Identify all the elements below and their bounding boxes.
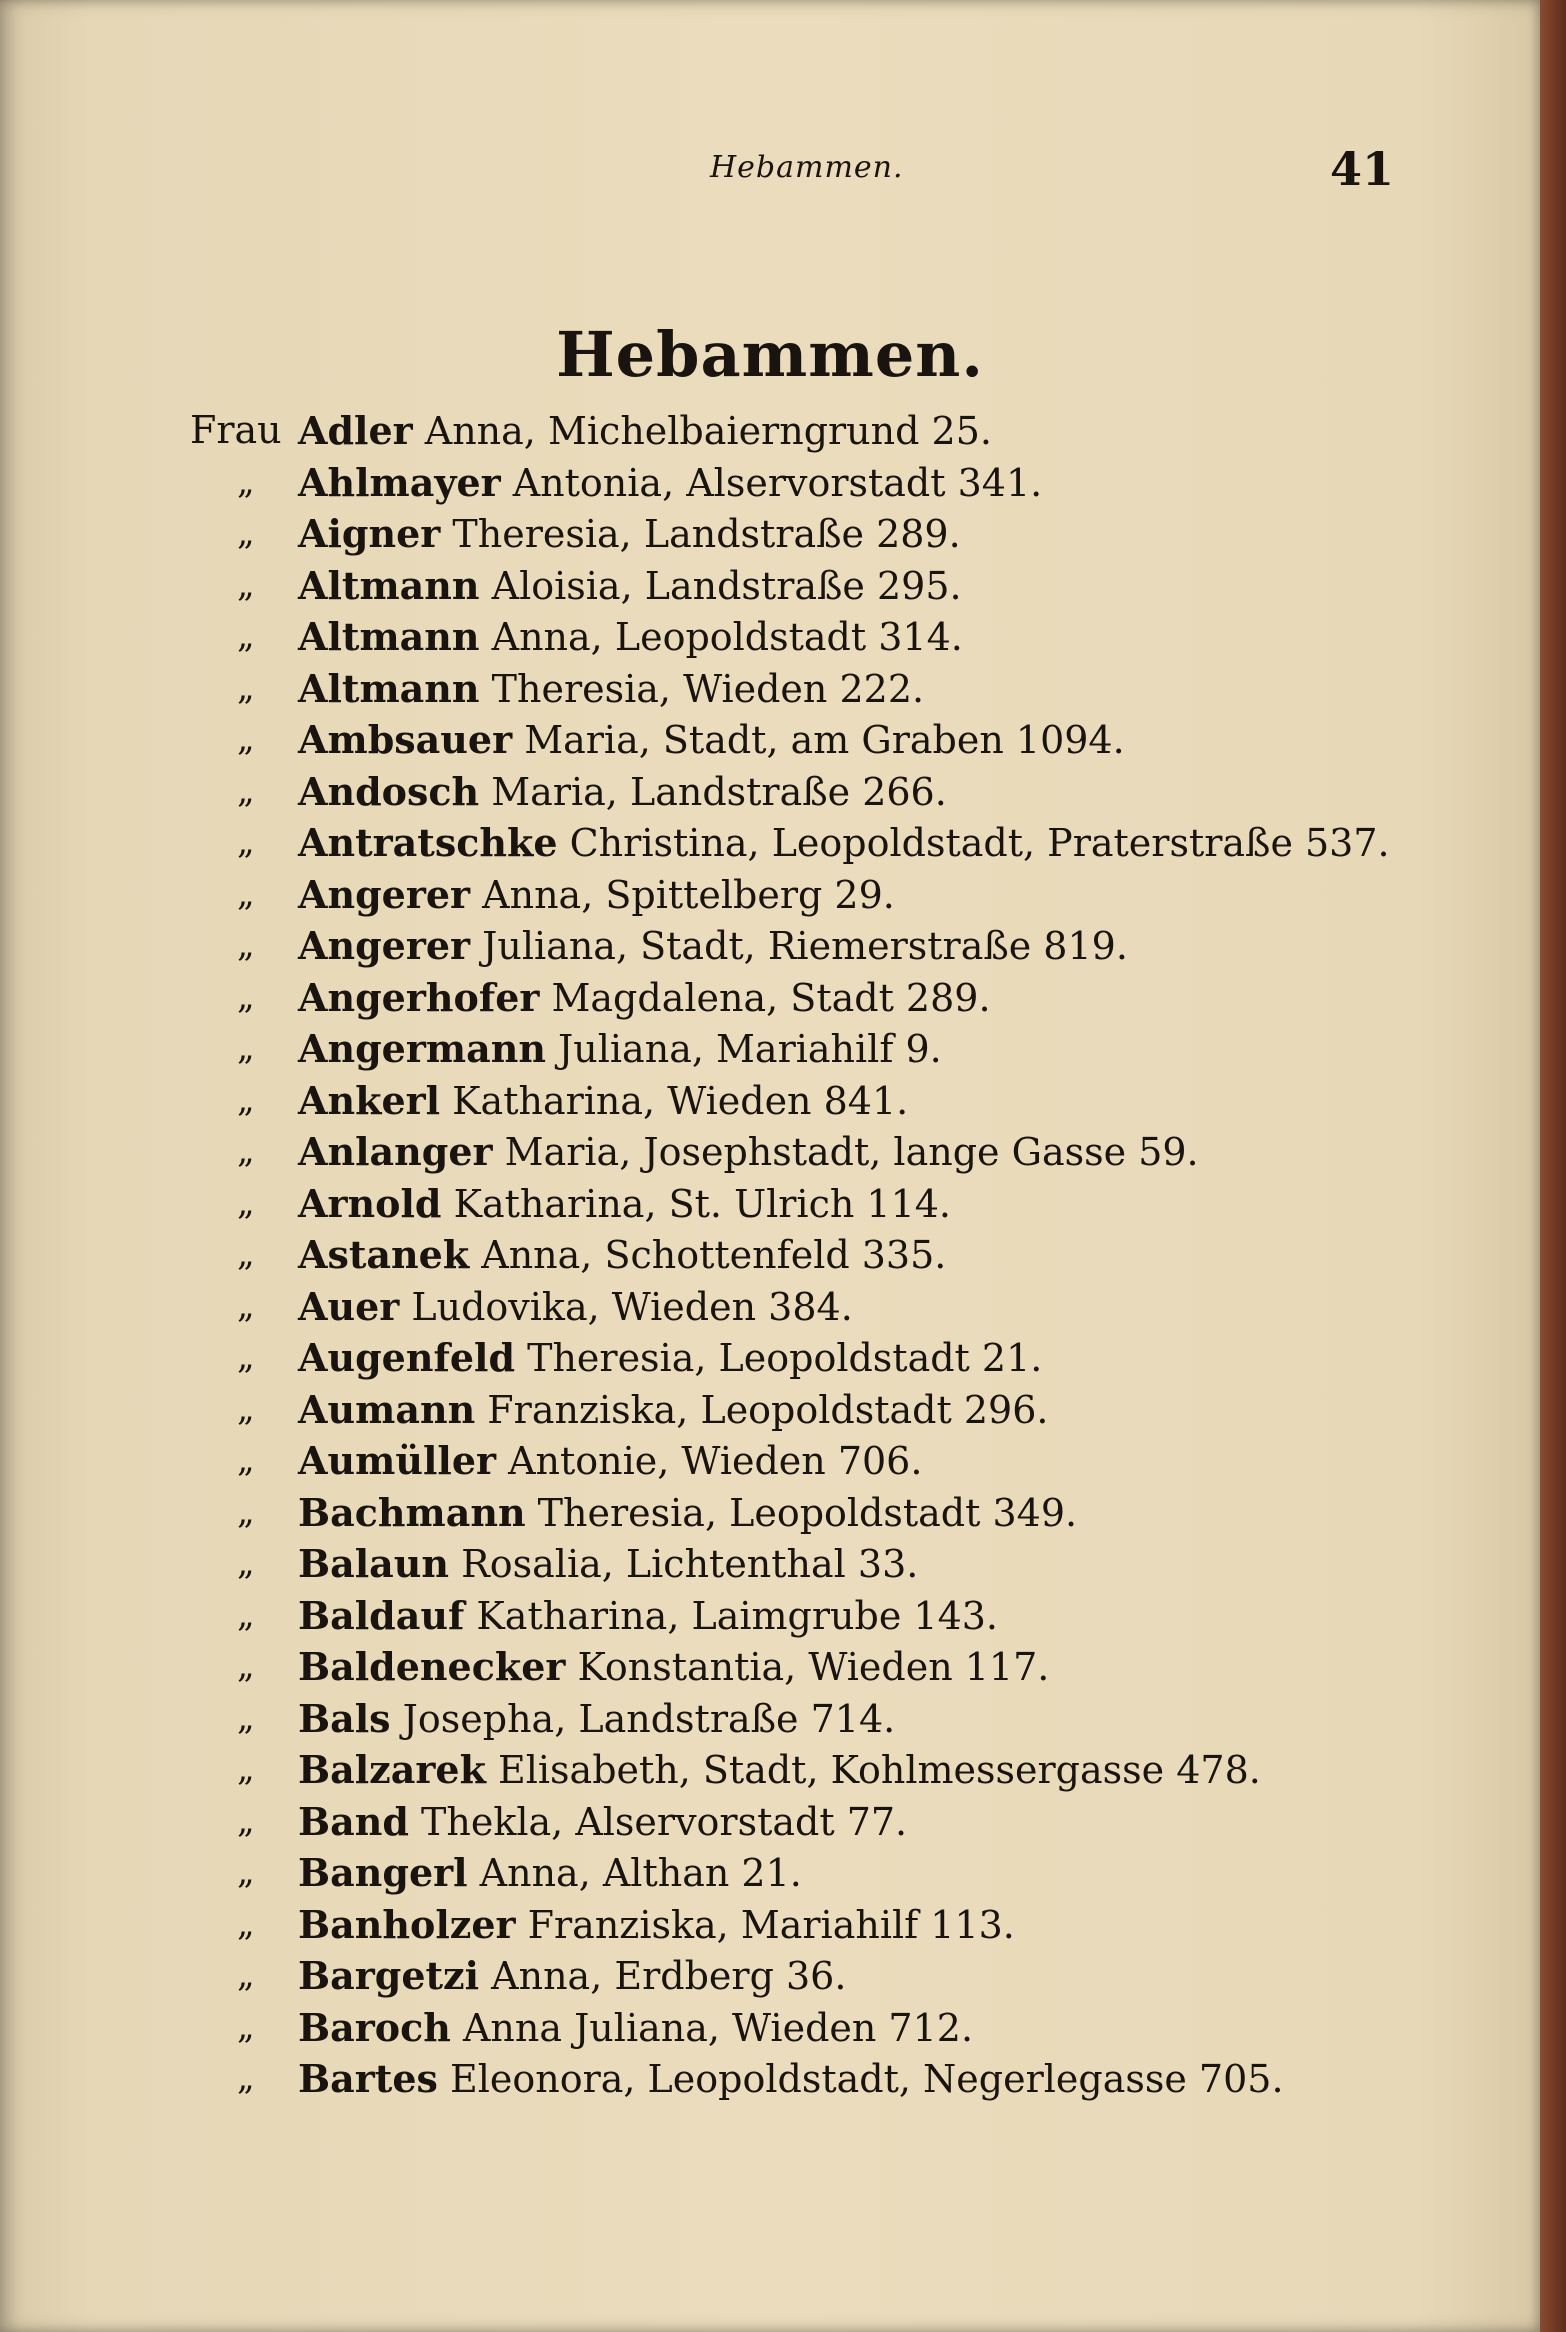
name-and-address: Juliana, Stadt, Riemerstraße 819. xyxy=(470,924,1128,968)
ditto-mark: „ xyxy=(237,1337,255,1377)
name-and-address: Theresia, Leopoldstadt 349. xyxy=(525,1490,1078,1535)
surname: Arnold xyxy=(298,1180,442,1226)
entry-text xyxy=(298,1538,918,1591)
surname: Aigner xyxy=(298,511,441,556)
ditto-mark: „ xyxy=(237,1646,255,1686)
list-item xyxy=(0,1487,1540,1539)
entry-text xyxy=(298,405,992,458)
surname: Altmann xyxy=(298,665,480,711)
ditto-mark: „ xyxy=(237,822,255,862)
name-and-address: Konstantia, Wieden 117. xyxy=(565,1645,1050,1689)
list-item xyxy=(0,611,1540,663)
page-number: 41 xyxy=(1330,142,1395,196)
surname: Angerer xyxy=(298,923,471,968)
surname: Balzarek xyxy=(298,1747,486,1792)
surname: Angerer xyxy=(298,871,471,917)
list-item xyxy=(0,869,1540,921)
ditto-mark: „ xyxy=(237,564,255,605)
surname: Baldauf xyxy=(298,1592,465,1638)
name-and-address: Antonie, Wieden 706. xyxy=(496,1439,923,1483)
name-and-address: Elisabeth, Stadt, Kohlmessergasse 478. xyxy=(485,1748,1261,1792)
name-and-address: Anna, Leopoldstadt 314. xyxy=(479,615,963,659)
ditto-mark: „ xyxy=(237,1285,255,1326)
entry-text xyxy=(298,1590,998,1643)
ditto-mark: „ xyxy=(237,1800,255,1841)
list-item xyxy=(0,1281,1540,1333)
ditto-mark: „ xyxy=(237,719,255,759)
entry-text xyxy=(298,766,947,819)
name-and-address: Maria, Josephstadt, lange Gasse 59. xyxy=(492,1130,1199,1174)
ditto-mark: „ xyxy=(237,1234,255,1274)
running-title: Hebammen. xyxy=(710,150,904,185)
ditto-mark: „ xyxy=(237,1440,255,1480)
name-and-address: Katharina, Laimgrube 143. xyxy=(464,1593,999,1638)
name-and-address: Anna, Althan 21. xyxy=(467,1851,802,1895)
ditto-mark: „ xyxy=(237,667,255,708)
list-item xyxy=(0,1590,1540,1642)
name-and-address: Theresia, Landstraße 289. xyxy=(440,512,961,556)
name-and-address: Franziska, Mariahilf 113. xyxy=(515,1902,1015,1947)
ditto-mark: „ xyxy=(237,2058,255,2098)
name-and-address: Franziska, Leopoldstadt 296. xyxy=(475,1387,1049,1432)
name-and-address: Eleonora, Leopoldstadt, Negerlegasse 705. xyxy=(437,2057,1284,2101)
ditto-mark: „ xyxy=(237,1079,255,1120)
list-item xyxy=(0,1538,1540,1590)
ditto-mark: „ xyxy=(237,976,255,1017)
entry-text xyxy=(298,920,1128,973)
name-and-address: Theresia, Leopoldstadt 21. xyxy=(515,1336,1043,1380)
entry-text xyxy=(298,1384,1048,1437)
surname: Adler xyxy=(298,408,413,453)
list-item xyxy=(0,1847,1540,1899)
surname: Ankerl xyxy=(298,1077,441,1123)
name-and-address: Magdalena, Stadt 289. xyxy=(539,975,991,1020)
surname: Angermann xyxy=(298,1026,546,1071)
entry-text xyxy=(298,869,895,922)
entry-text xyxy=(298,1899,1015,1952)
entry-text xyxy=(298,611,963,664)
name-and-address: Anna, Spittelberg 29. xyxy=(470,872,895,917)
surname: Bachmann xyxy=(298,1489,526,1535)
name-and-address: Christina, Leopoldstadt, Praterstraße 537. xyxy=(557,821,1390,865)
title-prefix: Frau xyxy=(190,408,282,452)
entry-text xyxy=(298,1693,895,1746)
name-and-address: Anna, Michelbaierngrund 25. xyxy=(412,409,992,453)
ditto-mark: „ xyxy=(237,873,255,914)
entry-text xyxy=(298,508,961,561)
list-item xyxy=(0,920,1540,972)
entry-text xyxy=(298,2002,973,2055)
list-item xyxy=(0,1899,1540,1951)
surname: Antratschke xyxy=(298,820,558,865)
surname: Bangerl xyxy=(298,1850,468,1895)
name-and-address: Katharina, Wieden 841. xyxy=(440,1078,909,1123)
name-and-address: Maria, Stadt, am Graben 1094. xyxy=(512,718,1125,762)
ditto-mark: „ xyxy=(237,461,255,502)
list-item xyxy=(0,817,1540,869)
ditto-mark: „ xyxy=(237,1028,255,1068)
name-and-address: Anna, Erdberg 36. xyxy=(479,1954,847,1998)
surname: Bartes xyxy=(298,2056,438,2101)
list-item xyxy=(0,1796,1540,1848)
entry-text xyxy=(298,1332,1042,1385)
surname: Altmann xyxy=(298,562,480,608)
list-item xyxy=(0,508,1540,560)
ditto-mark: „ xyxy=(237,1388,255,1429)
ditto-mark: „ xyxy=(237,770,255,811)
surname: Andosch xyxy=(298,768,480,814)
section-heading: Hebammen. xyxy=(556,318,984,391)
ditto-mark: „ xyxy=(237,1131,255,1171)
entry-text xyxy=(298,1435,922,1488)
list-item xyxy=(0,972,1540,1024)
entry-text xyxy=(298,1796,907,1849)
surname: Ahlmayer xyxy=(298,459,501,505)
name-and-address: Thekla, Alservorstadt 77. xyxy=(408,1799,908,1844)
entry-text xyxy=(298,714,1125,767)
ditto-mark: „ xyxy=(237,1749,255,1789)
list-item xyxy=(0,1693,1540,1745)
surname: Baroch xyxy=(298,2004,451,2050)
running-head xyxy=(0,142,1540,196)
entry-text xyxy=(298,560,962,613)
name-and-address: Maria, Landstraße 266. xyxy=(479,769,947,814)
name-and-address: Juliana, Mariahilf 9. xyxy=(545,1027,942,1071)
surname: Auer xyxy=(298,1283,400,1329)
ditto-mark: „ xyxy=(237,1491,255,1532)
list-item xyxy=(0,1744,1540,1796)
entry-text xyxy=(298,1023,942,1076)
list-item xyxy=(0,1126,1540,1178)
surname: Angerhofer xyxy=(298,974,540,1020)
name-and-address: Rosalia, Lichtenthal 33. xyxy=(449,1542,919,1586)
book-edge xyxy=(1540,0,1566,2332)
ditto-mark: „ xyxy=(237,1697,255,1738)
entry-text xyxy=(298,1178,951,1231)
ditto-mark: „ xyxy=(237,1182,255,1223)
ditto-mark: „ xyxy=(237,1852,255,1892)
name-and-address: Theresia, Wieden 222. xyxy=(479,666,925,711)
entry-text xyxy=(298,1126,1199,1179)
entry-text xyxy=(298,972,991,1025)
entry-text xyxy=(298,1847,802,1900)
surname: Bargetzi xyxy=(298,1953,480,1998)
list-item xyxy=(0,405,1540,457)
name-and-address: Ludovika, Wieden 384. xyxy=(399,1284,853,1329)
ditto-mark: „ xyxy=(237,1955,255,1995)
entry-text xyxy=(298,1744,1261,1797)
surname: Anlanger xyxy=(298,1129,493,1174)
name-and-address: Anna Juliana, Wieden 712. xyxy=(450,2005,974,2050)
entry-text xyxy=(298,1229,946,1282)
surname: Astanek xyxy=(298,1232,470,1277)
midwife-list xyxy=(0,405,1540,2105)
surname: Ambsauer xyxy=(298,717,513,762)
list-item xyxy=(0,1178,1540,1230)
ditto-mark: „ xyxy=(237,1543,255,1583)
ditto-mark: „ xyxy=(237,1903,255,1944)
name-and-address: Katharina, St. Ulrich 114. xyxy=(441,1181,952,1226)
surname: Aumüller xyxy=(298,1438,497,1483)
entry-text xyxy=(298,457,1042,510)
surname: Augenfeld xyxy=(298,1335,516,1380)
list-item xyxy=(0,1641,1540,1693)
name-and-address: Josepha, Landstraße 714. xyxy=(390,1696,896,1741)
entry-text xyxy=(298,1075,908,1128)
list-item xyxy=(0,714,1540,766)
name-and-address: Antonia, Alservorstadt 341. xyxy=(500,460,1043,505)
entry-text xyxy=(298,1641,1049,1694)
list-item xyxy=(0,663,1540,715)
list-item xyxy=(0,766,1540,818)
surname: Baldenecker xyxy=(298,1644,566,1689)
surname: Bals xyxy=(298,1695,391,1741)
list-item xyxy=(0,457,1540,509)
surname: Band xyxy=(298,1798,409,1844)
list-item xyxy=(0,1229,1540,1281)
entry-text xyxy=(298,1950,846,2003)
surname: Balaun xyxy=(298,1541,450,1586)
entry-text xyxy=(298,817,1390,870)
ditto-mark: „ xyxy=(237,2006,255,2047)
list-item xyxy=(0,2002,1540,2054)
list-item xyxy=(0,560,1540,612)
name-and-address: Anna, Schottenfeld 335. xyxy=(469,1233,947,1277)
list-item xyxy=(0,1075,1540,1127)
ditto-mark: „ xyxy=(237,1594,255,1635)
ditto-mark: „ xyxy=(237,513,255,553)
ditto-mark: „ xyxy=(237,925,255,965)
name-and-address: Aloisia, Landstraße 295. xyxy=(479,563,962,608)
list-item xyxy=(0,1435,1540,1487)
surname: Altmann xyxy=(298,614,480,659)
list-item xyxy=(0,2053,1540,2105)
list-item xyxy=(0,1384,1540,1436)
entry-text xyxy=(298,1487,1077,1540)
list-item xyxy=(0,1332,1540,1384)
entry-text xyxy=(298,663,924,716)
surname: Aumann xyxy=(298,1386,476,1432)
list-item xyxy=(0,1950,1540,2002)
entry-text xyxy=(298,2053,1284,2106)
entry-text xyxy=(298,1281,853,1334)
list-item xyxy=(0,1023,1540,1075)
surname: Banholzer xyxy=(298,1901,516,1947)
ditto-mark: „ xyxy=(237,616,255,656)
